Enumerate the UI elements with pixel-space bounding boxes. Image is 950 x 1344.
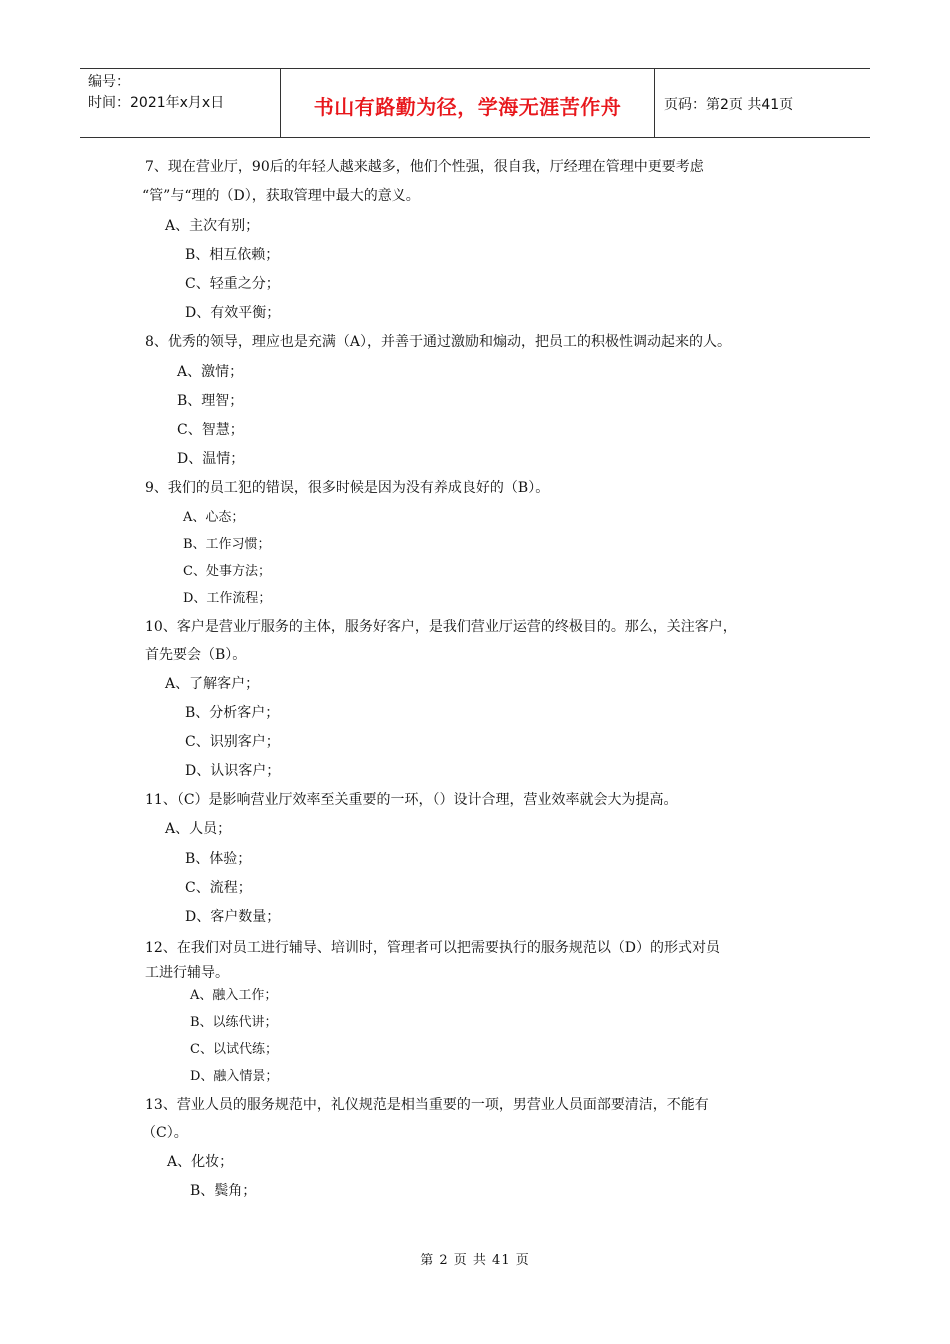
option-d: D、融入情景； (190, 1069, 279, 1084)
option-a: A、人员； (165, 821, 232, 837)
question-8: 8、优秀的领导，理应也是充满（A），并善于通过激励和煽动，把员工的积极性调动起来的人。 (145, 334, 732, 350)
option-c: C、处事方法； (183, 564, 271, 579)
option-b: B、以练代讲； (190, 1015, 278, 1030)
header-page-info: 页码：第2页 共41页 (664, 97, 794, 113)
option-a: A、化妆； (167, 1154, 234, 1170)
option-c: C、轻重之分； (185, 276, 280, 292)
page-footer: 第 2 页 共 41 页 (420, 1253, 530, 1268)
question-12-line-1: 12、在我们对员工进行辅导、培训时，管理者可以把需要执行的服务规范以（D）的形式对员 (145, 940, 721, 956)
option-a: A、主次有别； (165, 218, 260, 234)
option-d: D、工作流程； (183, 591, 272, 606)
option-a: A、心态； (183, 510, 245, 525)
question-13-line-2: （C）。 (142, 1125, 188, 1141)
question-13-line-1: 13、营业人员的服务规范中，礼仪规范是相当重要的一项，男营业人员面部要清洁，不能有 (145, 1097, 709, 1113)
option-c: C、以试代练； (190, 1042, 278, 1057)
question-9: 9、我们的员工犯的错误，很多时候是因为没有养成良好的（B）。 (145, 480, 550, 496)
option-d: D、客户数量； (185, 909, 281, 925)
option-a: A、激情； (177, 364, 244, 380)
option-c: C、智慧； (177, 422, 244, 438)
option-b: B、理智； (177, 393, 244, 409)
option-b: B、分析客户； (185, 705, 280, 721)
option-d: D、认识客户； (185, 763, 281, 779)
question-11: 11、（C）是影响营业厅效率至关重要的一环，（）设计合理，营业效率就会大为提高。 (145, 792, 678, 808)
question-10-line-1: 10、客户是营业厅服务的主体，服务好客户，是我们营业厅运营的终极目的。那么，关注客户， (145, 619, 737, 635)
option-b: B、鬓角； (190, 1183, 257, 1199)
option-d: D、有效平衡； (185, 305, 281, 321)
question-10-line-2: 首先要会（B）。 (145, 647, 247, 663)
option-b: B、工作习惯； (183, 537, 271, 552)
date-label: 时间：2021年x月x日 (88, 95, 225, 111)
option-d: D、温情； (177, 451, 245, 467)
option-c: C、识别客户； (185, 734, 280, 750)
option-a: A、融入工作； (190, 988, 278, 1003)
question-12-line-2: 工进行辅导。 (145, 965, 229, 981)
question-7-line-2: “管”与“理的（D），获取管理中最大的意义。 (142, 188, 420, 204)
option-a: A、了解客户； (165, 676, 260, 692)
number-label: 编号： (88, 74, 130, 90)
option-b: B、体验； (185, 851, 252, 867)
option-c: C、流程； (185, 880, 252, 896)
option-b: B、相互依赖； (185, 247, 280, 263)
header-motto: 书山有路勤为径，学海无涯苦作舟 (281, 69, 655, 137)
question-7-line-1: 7、现在营业厅，90后的年轻人越来越多，他们个性强，很自我，厅经理在管理中更要考虑 (145, 159, 704, 175)
